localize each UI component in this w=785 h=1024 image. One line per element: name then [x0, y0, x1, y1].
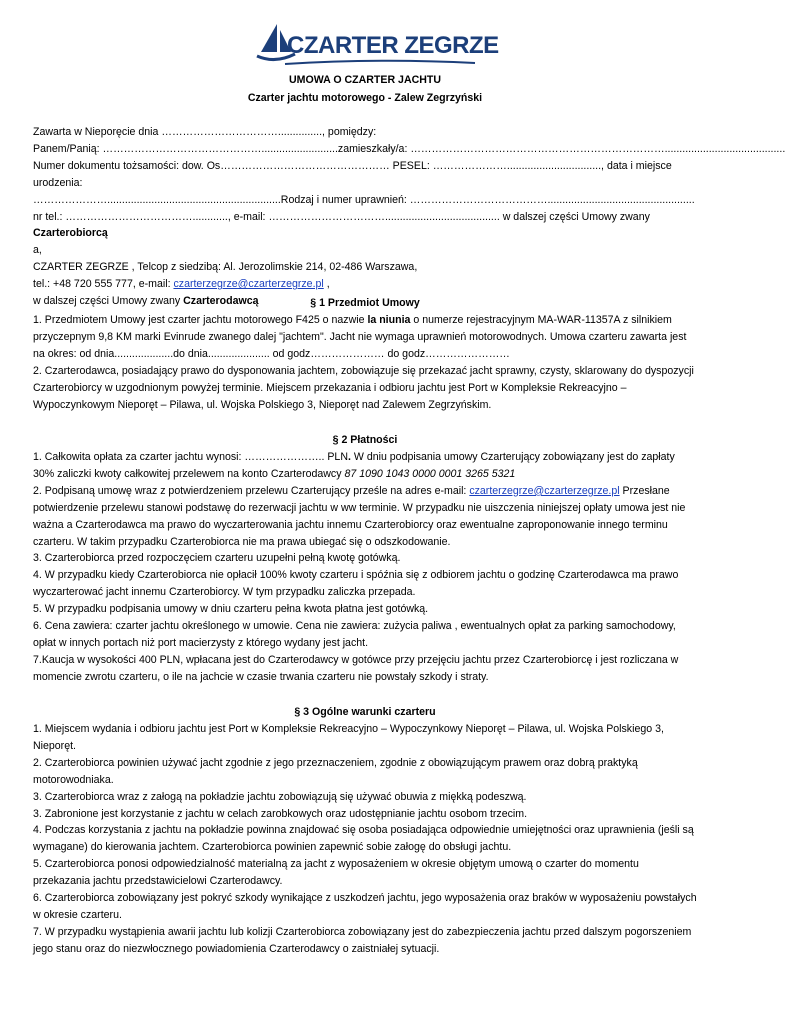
intro-line: …………………...........................................................Rodzaj i numer uprawnień: …………………………………..................................................: [33, 193, 695, 206]
intro-line: Panem/Panią: ………………………………………..........................zamieszkały/a: ……………………………………………………………….........................................: [33, 142, 785, 155]
document-subtitle: Czarter jachtu motorowego - Zalew Zegrzyński: [247, 92, 483, 104]
yacht-name: la niunia: [367, 314, 411, 326]
intro-line: [33, 209, 697, 243]
clause-text: W dniu podpisania umowy Czarterujący zobowiązany jest do zapłaty 30% zaliczki kwoty całkowitej przelewem na konto Czarterodawcy: [33, 451, 675, 480]
clause: [33, 312, 697, 363]
clause: 5. Czarterobiorca ponosi odpowiedzialność materialną za jacht z wyposażeniem w okresie objętym umową o czarter do momentu przekazania jachtu przedstawicielowi Czarterodawcy.: [33, 858, 639, 888]
clause-text: .: [347, 451, 351, 463]
owner-term: Czarterodawcą: [183, 295, 259, 308]
clause: 5. W przypadku podpisania umowy w dniu czarteru pełna kwota płatna jest gotówką.: [33, 603, 429, 616]
section-2-body: [33, 449, 697, 686]
clause: 6. Cena zawiera: czarter jachtu określonego w umowie. Cena nie zawiera: zużycia paliwa , ewentualnych opłat za parking samochodowy, opłat w innych portach niż port macierzysty z którego wydany jest jacht.: [33, 620, 676, 649]
clause: 3. Zabronione jest korzystanie z jachtu w celach zarobkowych oraz udostępnianie jachtu osobom trzecim.: [33, 807, 528, 820]
company-logo: [255, 22, 499, 66]
clause: 7.Kaucja w wysokości 400 PLN, wpłacana jest do Czarterodawcy w gotówce przy przejęciu jachtu przez Czarterobiorcę i jest rozliczana w momencie zwrotu czarteru, o ile na jachcie w czasie trwania czarteru nie powstały szkody i straty.: [33, 653, 679, 683]
intro-line: CZARTER ZEGRZE , Telcop z siedzibą: Al. Jerozolimskie 214, 02-486 Warszawa,: [33, 261, 418, 274]
intro-text: ,: [323, 278, 330, 291]
logo-underline: [285, 60, 475, 66]
email-link[interactable]: czarterzegrze@czarterzegrze.pl: [469, 484, 620, 497]
bank-account-number: 87 1090 1043 0000 0001 3265 5321: [344, 467, 516, 480]
clause: 4. W przypadku kiedy Czarterobiorca nie opłacił 100% kwoty czarteru i spóźnia się z odbiorem jachtu o godzinę Czarterodawca ma prawo wyczarterować jacht innemu Czarterobiorcy. W tym przypadku zaliczka przepada.: [33, 569, 679, 599]
section-1-heading: § 1 Przedmiot Umowy: [310, 297, 420, 309]
intro-line: [33, 276, 697, 293]
logo-text: CZARTER ZEGRZE: [287, 32, 499, 59]
charterer-term: Czarterobiorcą: [33, 227, 108, 240]
clause: 2. Czarterodawca, posiadający prawo do dysponowania jachtem, zobowiązuje się przekazać jacht sprawny, czysty, sklarowany do dyspozycji Czarterobiorcy w uzgodnionym powyżej terminie. Miejscem przekazania i odbioru jachtu jest Port w Kompleksie Rekreacyjno – Wypoczynkowym Nieporęt – Pilawa, ul. Wojska Polskiego 3, Nieporęt nad Zalewem Zegrzyńskim.: [33, 364, 694, 411]
clause: 2. Czarterobiorca powinien używać jacht zgodnie z jego przeznaczeniem, zgodnie z obowiązującym prawem oraz dobrą praktyką motorowodniaka.: [33, 756, 638, 786]
clause: 7. W przypadku wystąpienia awarii jachtu lub kolizji Czarterobiorca zobowiązany jest do zabezpieczenia jachtu przed dalszym pogorszeniem jego stanu oraz do niezwłocznego powiadomienia Czarterodawcy o zaistniałej sytuacji.: [33, 925, 692, 955]
clause: 4. Podczas korzystania z jachtu na pokładzie powinna znajdować się osoba posiadająca odpowiednie umiejętności oraz uprawnienia (jeśli są wymagane) do kierowania jachtem. Czarterobiorca powinien zapewnić sobie załogę do obsługi jachtu.: [33, 824, 694, 854]
email-link[interactable]: czarterzegrze@czarterzegrze.pl: [173, 278, 324, 291]
section-3-body: [33, 721, 697, 958]
clause-text: Przesłane potwierdzenie przelewu stanowi podstawę do rezerwacji jachtu w ww terminie. W przypadku nie uiszczenia niniejszej opłaty umowa jest nie ważna a Czarterodawca ma prawo do wyczarterowania jachtu innemu Czarterobiorcy oraz ewentualne zaproponowanie innego terminu czarteru. W takim przypadku Czarterobiorca nie ma prawa ubiegać się o odszkodowanie.: [33, 484, 686, 548]
clause-text: 1. Całkowita opłata za czarter jachtu wynosi: ………………….. PLN: [33, 451, 348, 463]
clause: 3. Czarterobiorca wraz z załogą na pokładzie jachtu zobowiązują się używać obuwia z miękką podeszwą.: [33, 790, 527, 803]
clause: 6. Czarterobiorca zobowiązany jest pokryć szkody wynikające z uszkodzeń jachtu, jego wyposażenia oraz braków w wyposażeniu powstałych w okresie czarteru.: [33, 892, 697, 921]
clause: 3. Czarterobiorca przed rozpoczęciem czarteru uzupełni pełną kwotę gotówką.: [33, 552, 401, 565]
clause: [33, 449, 697, 483]
clause: 1. Miejscem wydania i odbioru jachtu jest Port w Kompleksie Rekreacyjno – Wypoczynkowy Nieporęt – Pilawa, ul. Wojska Polskiego 3, Nieporęt.: [33, 723, 664, 752]
section-3-heading: § 3 Ogólne warunki czarteru: [294, 706, 436, 718]
intro-line: Zawarta w Nieporęcie dnia ……………………………..............., pomiędzy:: [33, 126, 377, 138]
document-title: UMOWA O CZARTER JACHTU: [288, 74, 442, 86]
clause-text: 1. Przedmiotem Umowy jest czarter jachtu motorowego F425 o nazwie: [33, 314, 368, 326]
clause: [33, 483, 697, 551]
intro-line: a,: [33, 244, 42, 257]
intro-text: w dalszej części Umowy zwany: [33, 295, 184, 308]
section-1-body: [33, 312, 697, 413]
intro-line: Numer dokumentu tożsamości: dow. Os………………………………………… PESEL: …………………................................, data i miejsce urodzenia:: [33, 159, 672, 189]
parties-section: [33, 124, 785, 310]
clause-text: 2. Podpisaną umowę wraz z potwierdzeniem przelewu Czarterujący prześle na adres e-mail:: [33, 484, 470, 497]
section-2-heading: § 2 Płatności: [332, 434, 398, 446]
clause-text: o numerze rejestracyjnym MA-WAR-11357A z silnikiem przyczepnym 9,8 KM marki Evinrude zwanego dalej "jachtem". Jacht nie wymaga uprawnień motorowodnych. Umowa czarteru zawarta jest na okres: od dnia....................do dnia..................... od godz………………… do godz……………………: [33, 314, 687, 360]
intro-text: tel.: +48 720 555 777, e-mail:: [33, 278, 174, 291]
intro-text: nr tel.: ………………………………............, e-mail: ……………………………....................................... w dalszej części Umowy zwany: [33, 210, 650, 223]
